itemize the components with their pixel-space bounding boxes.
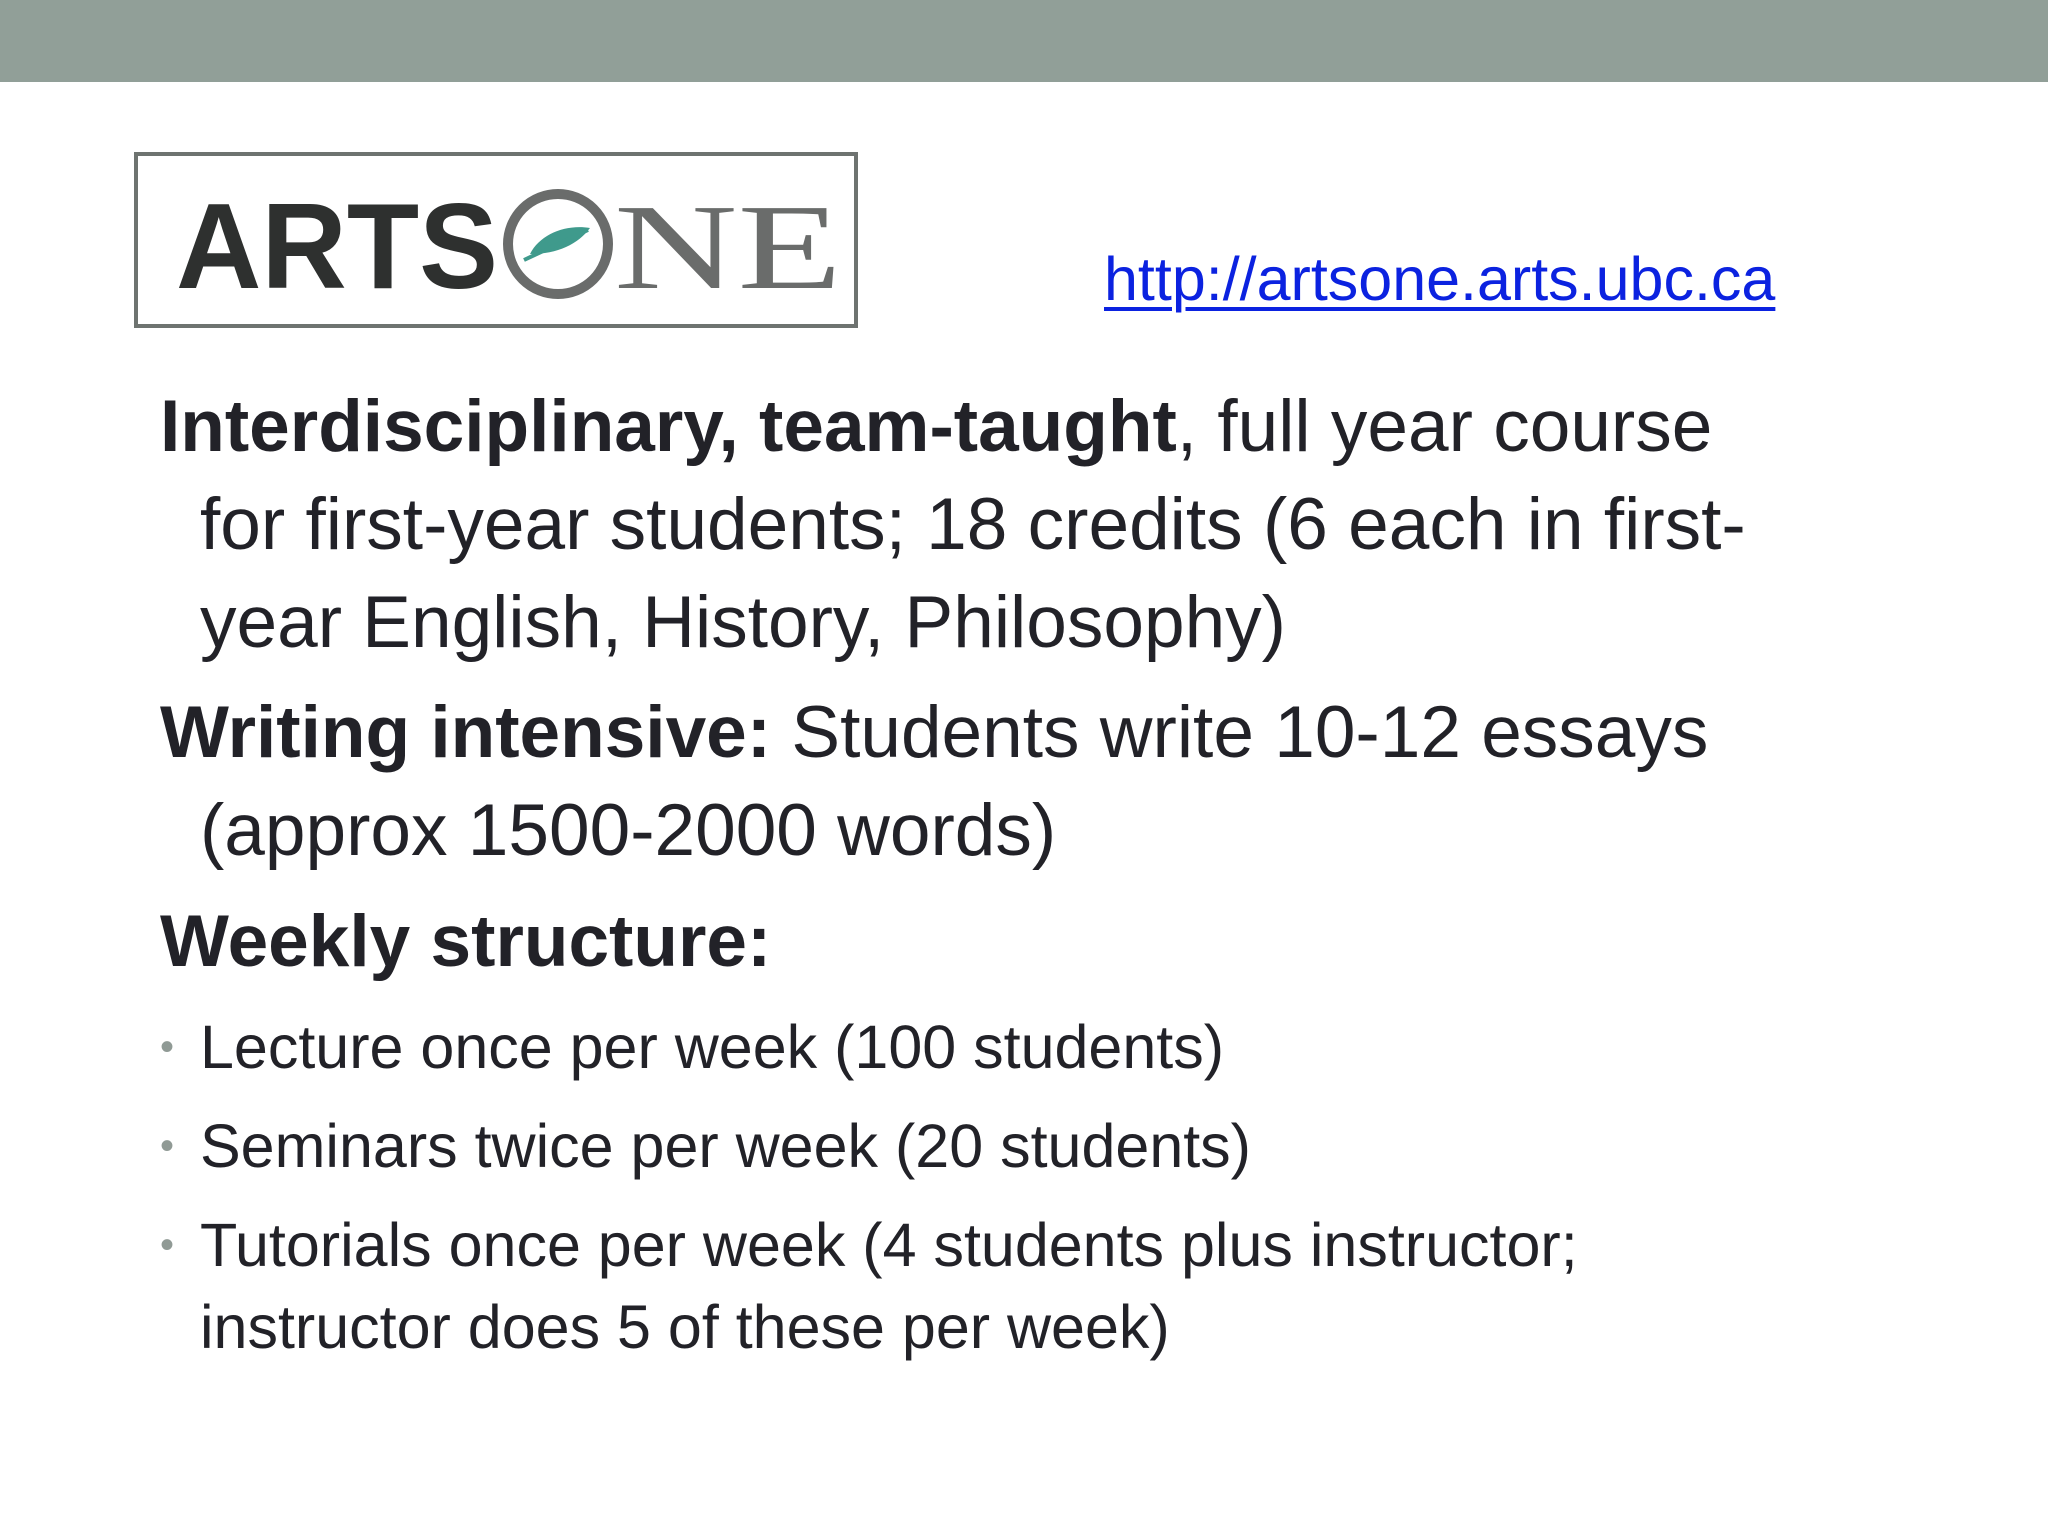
paragraph-writing-intensive xyxy=(160,684,1920,880)
para3-bold: Weekly structure: xyxy=(160,901,772,982)
para3-line1 xyxy=(160,893,1920,991)
para1-bold: Interdisciplinary, team-taught xyxy=(160,386,1177,467)
para1-rest: , full year course xyxy=(1176,386,1713,467)
paragraph-interdisciplinary xyxy=(160,378,1920,672)
arts-one-logo-graphic xyxy=(138,156,854,324)
bullet-text-tutorials-line1: Tutorials once per week (4 students plus instructor; xyxy=(200,1211,1578,1279)
artsone-url-link[interactable]: http://artsone.arts.ubc.ca xyxy=(1104,245,1776,313)
para2-line1 xyxy=(160,684,1920,782)
para2-line2: (approx 1500-2000 words) xyxy=(200,790,1057,871)
weekly-structure-list xyxy=(160,1006,1960,1385)
bullet-text-seminars: Seminars twice per week (20 students) xyxy=(200,1112,1251,1180)
list-item xyxy=(160,1006,1960,1088)
para1-line3: year English, History, Philosophy) xyxy=(200,582,1286,663)
paragraph-weekly-structure xyxy=(160,893,1920,991)
para2-rest: Students write 10-12 essays xyxy=(771,692,1709,773)
bullet-text-lecture: Lecture once per week (100 students) xyxy=(200,1013,1225,1081)
para1-line2: for first-year students; 18 credits (6 each in first- xyxy=(200,484,1746,565)
arts-one-logo xyxy=(134,152,858,328)
bullet-marker: • xyxy=(160,1124,175,1168)
leaf-icon xyxy=(508,194,608,294)
logo-ne-text: NE xyxy=(614,180,842,315)
list-item xyxy=(160,1204,1960,1368)
para1-line1 xyxy=(160,378,1920,476)
logo-arts-text: ARTS xyxy=(176,178,498,314)
top-accent-bar xyxy=(0,0,2048,82)
para2-bold: Writing intensive: xyxy=(160,692,772,773)
bullet-marker: • xyxy=(160,1025,175,1069)
list-item xyxy=(160,1105,1960,1187)
bullet-marker: • xyxy=(160,1223,175,1267)
bullet-text-tutorials-line2: instructor does 5 of these per week) xyxy=(200,1293,1170,1361)
